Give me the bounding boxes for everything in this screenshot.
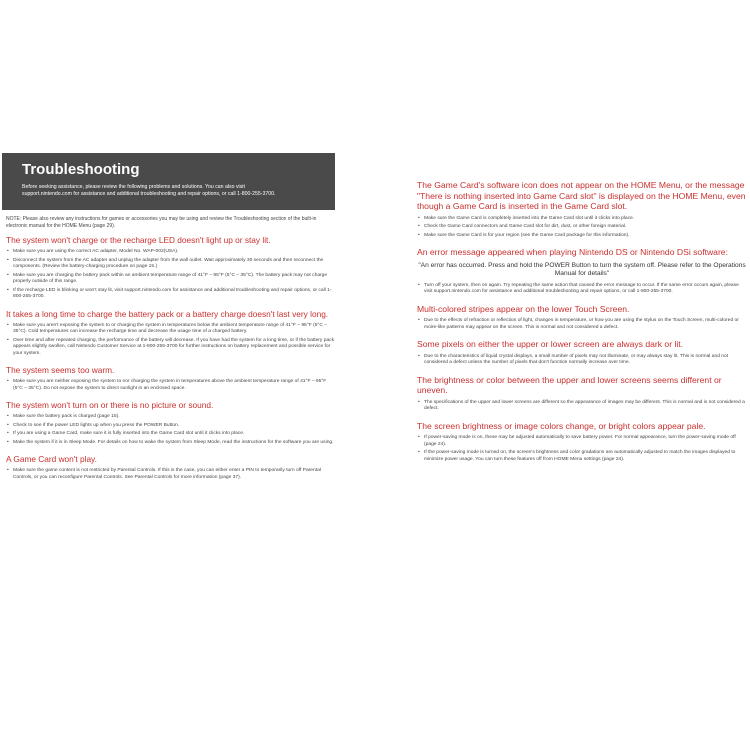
solution-list	[417, 435, 747, 463]
section-heading: Some pixels on either the upper or lower screen are always dark or lit.	[417, 339, 684, 349]
troubleshooting-section	[417, 421, 747, 464]
solution-item: • Make sure you are charging the battery pack within an ambient temperature range of 41°F – 95°F (5°C – 35°C). The battery pack may not charge properly outside of this range.	[6, 273, 335, 286]
solution-item: • Make sure you are using the correct AC adapter, Model No. WAP-002(USA).	[6, 249, 335, 256]
solution-list	[417, 216, 747, 240]
solution-list	[417, 354, 747, 367]
solution-item: • Make sure the battery pack is charged (page 15).	[6, 414, 335, 421]
section-heading: The screen brightness or image colors change, or bright colors appear pale.	[417, 420, 706, 431]
solution-item: • Make sure the game content is not restricted by Parental Controls. If this is the case, you can either enter a PIN to temporarily turn off Parental Controls, or you can reconfigure Parental Controls. See Parental Controls for more information (page 37).	[6, 468, 335, 481]
solution-list	[2, 379, 335, 392]
page-title: Troubleshooting	[22, 161, 140, 178]
solution-item: • Check to see if the power LED lights up when you press the POWER Button.	[6, 423, 335, 430]
banner-intro-line-2: support.nintendo.com for assistance and additional troubleshooting and repair options, or call 1-800-255-3700.	[22, 191, 276, 197]
solution-list	[2, 414, 335, 446]
solution-item: • Make sure the Game Card is completely inserted into the Game Card slot until it clicks into place.	[417, 216, 747, 223]
solution-item: • If power-saving mode is on, these may be adjusted automatically to save battery power. For normal appearance, turn the power-saving mode off (page 24).	[417, 435, 747, 448]
solution-item: • If the recharge LED is blinking or won't stay lit, visit support.nintendo.com for assistance and additional troubleshooting and repair options, or call 1-800-255-3700.	[6, 288, 335, 301]
solution-item: • Over time and after repeated charging, the performance of the battery will decrease. If you have had the system for a long time, or if the battery pack appears slightly swollen, call Nintendo Customer Service at 1-800-255-3700 for further instructions on battery replacement and possible service for your system.	[6, 338, 335, 358]
solution-item: • Due to the characteristics of liquid crystal displays, a small number of pixels may not illuminate, or may always stay lit. This is normal and not considered a defect unless the number of pixels that don't function normally increase over time.	[417, 354, 747, 367]
solution-item: • Check the Game Card connectors and Game Card slot for dirt, dust, or other foreign material.	[417, 224, 747, 231]
solution-item: • Disconnect the system from the AC adapter and unplug the adapter from the wall outlet. Wait approximately 30 seconds and then reconnect the components. (Review the battery-charging procedure on page 15.)	[6, 258, 335, 271]
solution-item: • If you are using a Game Card, make sure it is fully inserted into the Game Card slot until it clicks into place.	[6, 431, 335, 438]
troubleshooting-section	[2, 454, 335, 481]
troubleshooting-section	[2, 400, 335, 446]
section-heading: The brightness or color between the upper and lower screens seems different or uneven.	[417, 374, 722, 395]
troubleshooting-section	[2, 309, 335, 358]
troubleshooting-section	[417, 247, 747, 296]
troubleshooting-section	[417, 375, 747, 413]
left-column	[2, 153, 335, 489]
section-heading: The system seems too warm.	[6, 365, 115, 376]
section-heading: The system won't turn on or there is no picture or sound.	[6, 400, 214, 411]
solution-item: • Make sure you aren't exposing the system to or charging the system in temperatures below the ambient temperature range of 41°F – 95°F (5°C – 35°C). Cold temperatures can increase the recharge time and decrease the usage time of a charged battery.	[6, 323, 335, 336]
note-text: NOTE: Please also review any instructions for games or accessories you may be using and review the Troubleshooting section of the built-in electronic manual for the HOME Menu (page 29).	[6, 216, 317, 229]
section-heading: The system won't charge or the recharge LED doesn't light up or stay lit.	[6, 235, 271, 246]
troubleshooting-section	[417, 339, 747, 367]
solution-item: • Make sure the Game Card is for your region (see the Game Card package for this information).	[417, 233, 747, 240]
troubleshooting-section	[2, 235, 335, 301]
solution-list	[417, 318, 747, 331]
solution-list	[2, 323, 335, 358]
solution-item: • Turn off your system, then on again. Try repeating the same action that caused the error message to occur. If the same error occurs again, please visit support.nintendo.com for assistance and additional troubleshooting and repair options, or call 1-800-255-3700.	[417, 283, 747, 296]
solution-item: • Make the system if it is in Sleep Mode. For details on how to wake the system from Sleep Mode, read the instructions for the software you are using.	[6, 440, 335, 447]
banner-intro-line-1: Before seeking assistance, please review the following problems and solutions. You can also visit	[22, 184, 245, 190]
section-heading: A Game Card won't play.	[6, 454, 97, 465]
right-sections	[417, 180, 747, 463]
troubleshooting-section	[417, 304, 747, 332]
section-heading: The Game Card's software icon does not appear on the HOME Menu, or the message "There is nothing inserted into Game Card slot" is displayed on the HOME Menu, even though a Game Card is inserted in the Game Card slot.	[417, 180, 746, 211]
solution-item: • Make sure you are neither exposing the system to nor charging the system in temperatures above the ambient temperature range of 41°F – 95°F (5°C – 35°C). Do not expose the system to direct sunlight in an enclosed space.	[6, 379, 335, 392]
solution-item: • If the power-saving mode is turned on, the screen's brightness and color gradations are automatically adjusted to match the images displayed to minimize power usage. You can turn these features off from HOME Menu settings (page 24).	[417, 450, 747, 463]
right-column	[417, 180, 747, 471]
section-heading: An error message appeared when playing Nintendo DS or Nintendo DSi software:	[417, 247, 728, 257]
section-heading: It takes a long time to charge the battery pack or a battery charge doesn't last very long.	[6, 308, 329, 319]
solution-list	[2, 468, 335, 481]
solution-list	[2, 249, 335, 301]
solution-item: • Due to the effects of refraction or reflection of light, changes in temperature, or how you are using the stylus on the Touch Screen, multi-colored or moire-like patterns may appear on the screen. This is normal and not considered a defect.	[417, 318, 747, 331]
troubleshooting-banner	[2, 153, 335, 210]
left-sections	[2, 235, 335, 481]
section-heading: Multi-colored stripes appear on the lower Touch Screen.	[417, 303, 630, 314]
troubleshooting-section	[417, 180, 747, 239]
solution-list	[417, 400, 747, 413]
error-message-quote: "An error has occurred. Press and hold the POWER Button to turn the system off. Please refer to the Operations Manual for details"	[418, 261, 746, 277]
solution-list	[417, 283, 747, 296]
solution-item: • The specifications of the upper and lower screens are different so the appearance of images may be different. This is normal and is not considered a defect.	[417, 400, 747, 413]
troubleshooting-section	[2, 365, 335, 392]
